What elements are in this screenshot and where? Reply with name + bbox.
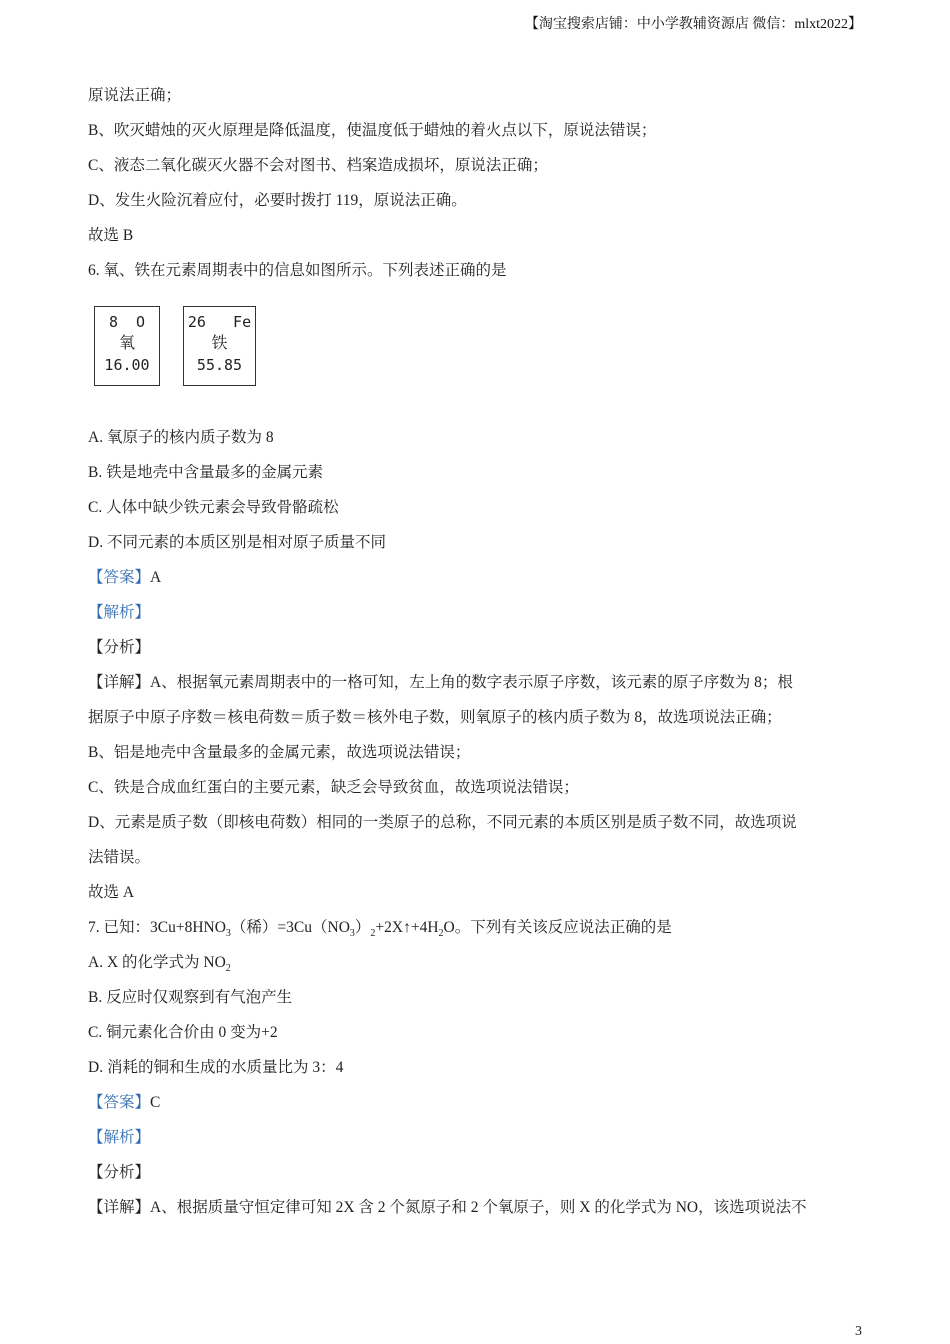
option-text: A. X 的化学式为 NO xyxy=(88,954,226,971)
analysis-tag: 【解析】 xyxy=(88,1129,151,1146)
stem-part: O。下列有关该反应说法正确的是 xyxy=(443,919,672,936)
detail-line: 故选 A xyxy=(88,884,135,901)
atomic-mass: 55.85 xyxy=(196,356,243,374)
text-line: D、发生火险沉着应付，必要时拨打 119，原说法正确。 xyxy=(88,192,467,209)
option-b: B. 反应时仅观察到有气泡产生 xyxy=(88,989,293,1006)
subscript: 3 xyxy=(349,928,355,940)
detail-line: 【详解】A、根据质量守恒定律可知 2X 含 2 个氮原子和 2 个氧原子，则 X 的化学式为 NO，该选项说法不 xyxy=(88,1199,807,1216)
atomic-number: 26 xyxy=(187,313,206,331)
detail-line: C、铁是合成血红蛋白的主要元素，缺乏会导致贫血，故选项说法错误； xyxy=(88,779,579,796)
answer-value: A xyxy=(150,569,162,586)
page-number: 3 xyxy=(855,1324,862,1339)
element-name: 铁 xyxy=(211,333,228,352)
subscript: 2 xyxy=(370,928,376,940)
detail-line: B、铝是地壳中含量最多的金属元素，故选项说法错误； xyxy=(88,744,471,761)
option-a xyxy=(88,945,863,980)
atomic-mass: 16.00 xyxy=(104,356,150,374)
fenxi-tag: 【分析】 xyxy=(88,1164,151,1181)
stem-part: ） xyxy=(354,919,371,936)
subscript: 3 xyxy=(225,928,231,940)
answer-tag: 【答案】 xyxy=(88,1094,151,1111)
atomic-number: 8 xyxy=(108,313,118,331)
option-c: C. 人体中缺少铁元素会导致骨骼疏松 xyxy=(88,499,339,516)
stem-part: 7. 已知：3Cu+8HNO xyxy=(88,919,226,936)
option-b: B. 铁是地壳中含量最多的金属元素 xyxy=(88,464,324,481)
answer-tag: 【答案】 xyxy=(88,569,151,586)
element-symbol: O xyxy=(136,313,146,331)
text-line: 原说法正确； xyxy=(88,87,182,104)
subscript: 2 xyxy=(225,963,231,975)
document-body xyxy=(88,78,863,1225)
option-c: C. 铜元素化合价由 0 变为+2 xyxy=(88,1024,278,1041)
question-7-stem xyxy=(88,910,863,945)
stem-part: （稀）=3Cu（NO xyxy=(230,919,350,936)
fenxi-tag: 【分析】 xyxy=(88,639,151,656)
text-line: B、吹灭蜡烛的灭火原理是降低温度，使温度低于蜡烛的着火点以下，原说法错误； xyxy=(88,122,657,139)
element-card-iron xyxy=(183,306,256,386)
detail-line: D、元素是质子数（即核电荷数）相同的一类原子的总称，不同元素的本质区别是质子数不同，故选项说 xyxy=(88,814,797,831)
page-header: 【淘宝搜索店铺：中小学教辅资源店 微信：mlxt2022】 xyxy=(524,17,862,32)
element-name: 氧 xyxy=(118,333,135,352)
text-line: 故选 B xyxy=(88,227,134,244)
element-symbol: Fe xyxy=(233,313,252,331)
option-d: D. 不同元素的本质区别是相对原子质量不同 xyxy=(88,534,386,551)
detail-line: 【详解】A、根据氧元素周期表中的一格可知，左上角的数字表示原子序数，该元素的原子序数为 8；根 xyxy=(88,674,793,691)
detail-line: 法错误。 xyxy=(88,849,151,866)
text-line: C、液态二氧化碳灭火器不会对图书、档案造成损坏，原说法正确； xyxy=(88,157,548,174)
answer-value: C xyxy=(150,1094,161,1111)
stem-part: +2X↑+4H xyxy=(375,919,439,936)
analysis-tag: 【解析】 xyxy=(88,604,151,621)
element-card-oxygen xyxy=(94,306,160,386)
option-a: A. 氧原子的核内质子数为 8 xyxy=(88,429,274,446)
question-6-stem: 6. 氧、铁在元素周期表中的信息如图所示。下列表述正确的是 xyxy=(88,262,507,279)
answer-line xyxy=(88,560,863,595)
detail-line: 据原子中原子序数＝核电荷数＝质子数＝核外电子数，则氧原子的核内质子数为 8，故选项说法正确； xyxy=(88,709,782,726)
subscript: 2 xyxy=(438,928,444,940)
option-d: D. 消耗的铜和生成的水质量比为 3：4 xyxy=(88,1059,344,1076)
periodic-table-figure xyxy=(88,296,863,420)
answer-line xyxy=(88,1085,863,1120)
